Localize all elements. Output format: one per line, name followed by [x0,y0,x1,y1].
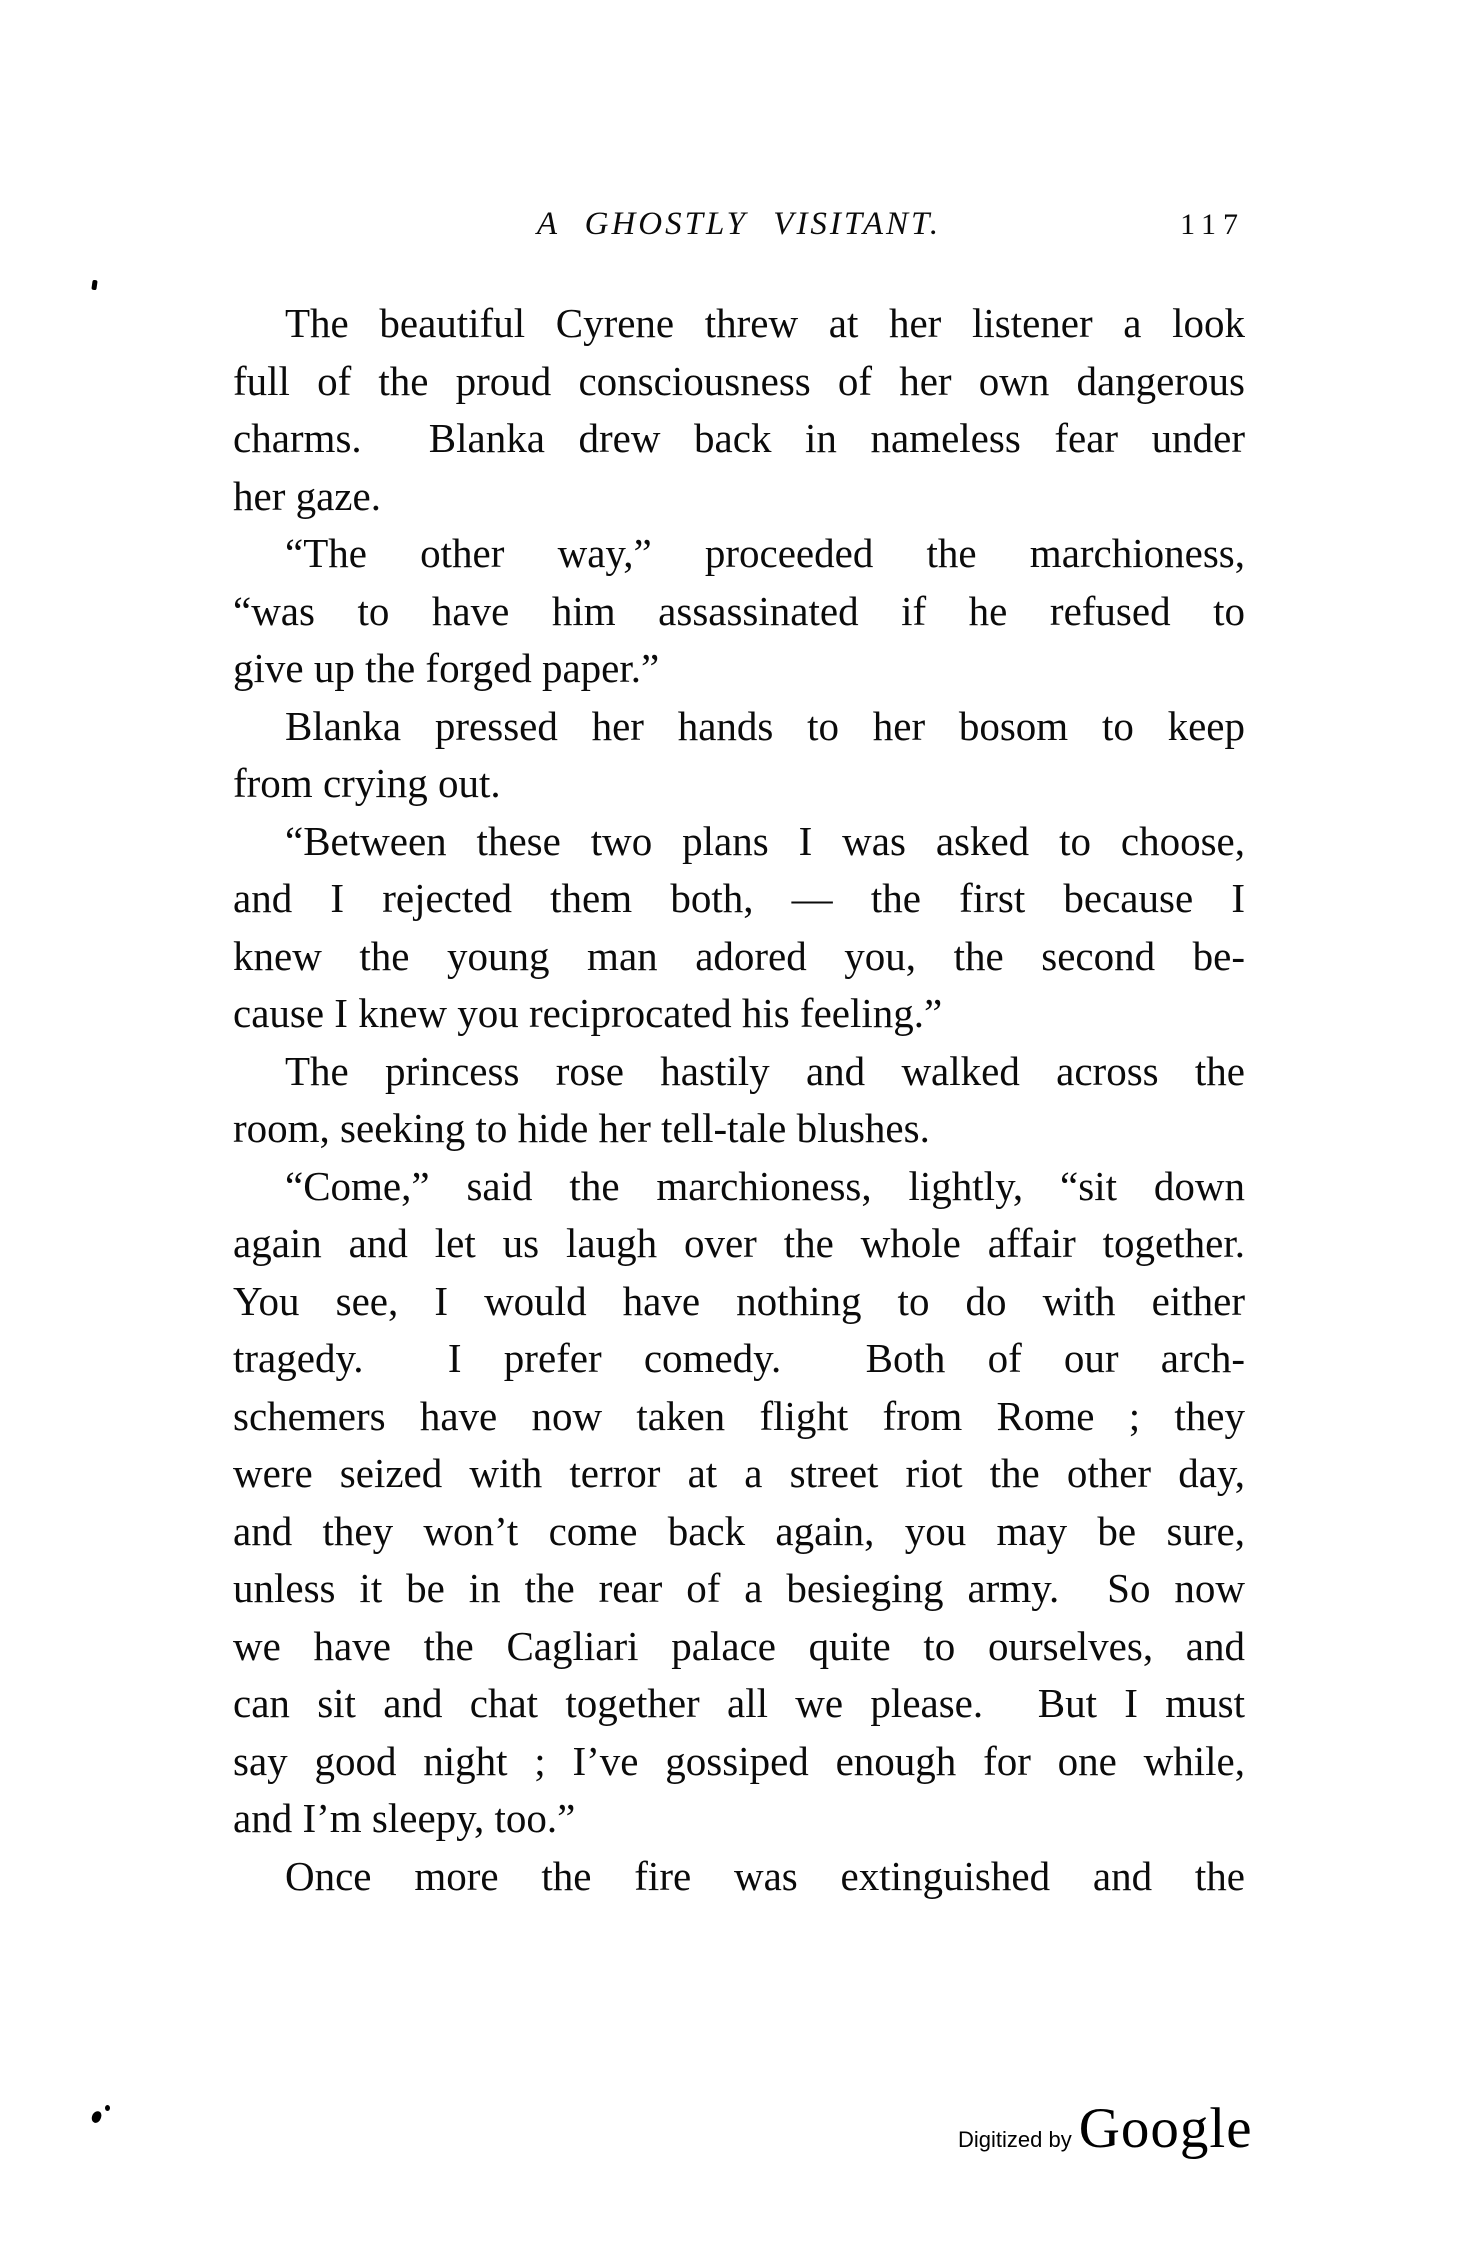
ink-speck-blob [105,2105,110,2111]
text-line: schemers have now taken flight from Rome ; they [233,1392,1245,1439]
text-line: and I rejected them both, — the first because I [233,875,1245,921]
ink-speck-blob [90,2110,102,2124]
ink-speck [92,2105,112,2125]
text-line: knew the young man adored you, the second be- [233,932,1245,979]
google-logo: Google [1078,2097,1253,2160]
footer [958,2096,1253,2161]
text-line: full of the proud consciousness of her own dangerous [233,357,1245,404]
ink-speck [91,280,97,291]
page-number: 117 [1180,208,1245,241]
text-line: “Come,” said the marchioness, lightly, “sit down [285,1162,1245,1209]
text-line: and they won’t come back again, you may be sure, [233,1507,1245,1554]
text-line: can sit and chat together all we please. But I must [233,1680,1245,1726]
text-line: charms. Blanka drew back in nameless fear under [233,415,1245,461]
text-line: Blanka pressed her hands to her bosom to keep [285,702,1245,749]
text-line: room, seeking to hide her tell-tale blushes. [233,1105,930,1151]
paragraph [233,1158,1245,1848]
digitized-by-label: Digitized by [958,2127,1072,2152]
text-line: tragedy. I prefer comedy. Both of our arch- [233,1335,1245,1381]
text-line: unless it be in the rear of a besieging army. So now [233,1565,1245,1611]
page-header [233,206,1245,258]
paragraph [233,295,1245,525]
text-line: and I’m sleepy, too.” [233,1795,576,1841]
text-line: from crying out. [233,760,501,806]
paragraph [233,813,1245,1043]
text-line: cause I knew you reciprocated his feeling.” [233,990,943,1036]
text-line: were seized with terror at a street riot the other day, [233,1450,1245,1496]
text-line: we have the Cagliari palace quite to ourselves, and [233,1622,1245,1669]
text-line: her gaze. [233,472,381,519]
text-line: “was to have him assassinated if he refused to [233,587,1245,634]
paragraph [233,1848,1245,1906]
paragraph [233,698,1245,813]
text-line: say good night ; I’ve gossiped enough for one while, [233,1737,1245,1784]
running-title: A GHOSTLY VISITANT. [536,206,942,242]
text-line: again and let us laugh over the whole affair together. [233,1220,1245,1266]
text-line: The beautiful Cyrene threw at her listener a look [285,300,1245,346]
text-line: The princess rose hastily and walked across the [285,1047,1245,1094]
paragraph [233,525,1245,698]
text-block [233,295,1245,1905]
text-line: “Between these two plans I was asked to choose, [285,817,1245,864]
text-line: give up the forged paper.” [233,645,660,691]
text-line: You see, I would have nothing to do with either [233,1277,1245,1324]
text-line: “The other way,” proceeded the marchioness, [285,530,1245,576]
text-line: Once more the fire was extinguished and the [285,1852,1245,1899]
paragraph [233,1043,1245,1158]
